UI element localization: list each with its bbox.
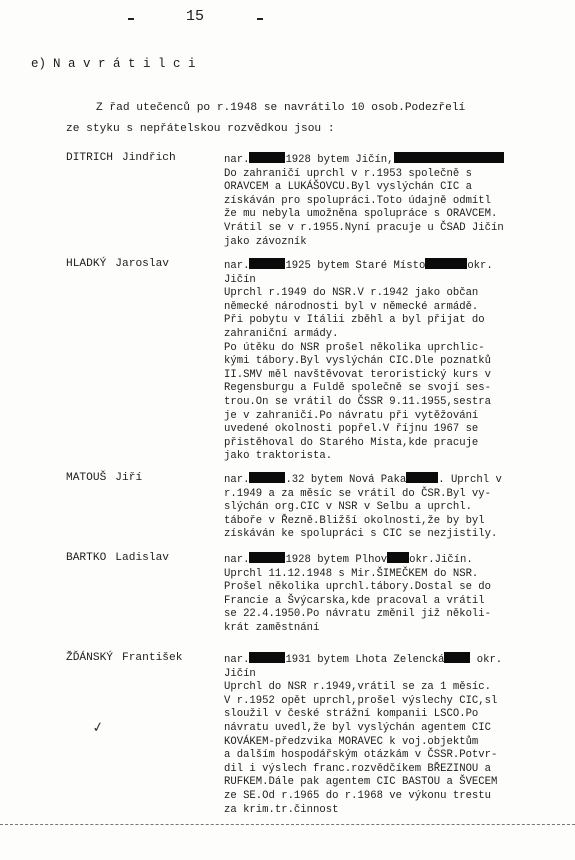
line-text: a dalším hospodářským otázkám v ČSSR.Potvr- (224, 749, 498, 762)
description-line (224, 258, 559, 274)
line-text: nar. (224, 654, 250, 666)
person-surname: ŽĎÁNSKÝ (66, 652, 113, 664)
description-line (224, 501, 559, 515)
description-line (224, 437, 559, 451)
intro-line: ze styku s nepřátelskou rozvědkou jsou : (66, 123, 335, 135)
line-text: že mu nebyla umožněna spolupráce s ORAVCEM. (224, 208, 498, 221)
line-text: přistěhoval do Starého Místa,kde pracuje (224, 436, 479, 449)
line-text: 1928 bytem Plhov (285, 554, 388, 566)
person-description (224, 152, 559, 249)
person-surname: BARTKO (66, 552, 107, 564)
description-line (224, 382, 559, 396)
section-title: Navrátilci (53, 57, 204, 71)
description-line (224, 274, 559, 288)
description-line (224, 695, 559, 709)
description-line (224, 528, 559, 542)
person-name (66, 472, 142, 484)
description-line (224, 552, 559, 568)
redaction-block (425, 258, 467, 269)
redaction-block (249, 472, 285, 483)
description-line (224, 410, 559, 424)
line-text: uvedené okolnosti popřel.V říjnu 1967 se (224, 423, 479, 436)
line-text: je v zahraničí.Po návratu při vytěžování (224, 409, 479, 422)
person-given-name: František (122, 652, 183, 664)
intro-line: Z řad utečenců po r.1948 se navrátilo 10 osob.Podezřelí (96, 102, 466, 114)
person-surname: HLADKÝ (66, 258, 107, 270)
description-line (224, 342, 559, 356)
description-line (224, 314, 559, 328)
description-line (224, 708, 559, 722)
line-text: okr. (467, 260, 493, 272)
person-surname: DITRICH (66, 152, 113, 164)
person-description (224, 652, 559, 817)
description-line (224, 423, 559, 437)
description-line (224, 236, 559, 250)
line-text: ze SE.Od r.1965 do r.1968 ve výkonu trestu (224, 789, 492, 802)
line-text: zahraniční armády. (224, 327, 339, 340)
line-text: okr.Jičín. (409, 554, 473, 566)
line-text: Regensburgu a Fuldě společně se svojí ses- (224, 382, 492, 395)
description-line (224, 515, 559, 529)
description-line (224, 749, 559, 763)
line-text: jako traktorista. (224, 450, 333, 463)
description-line (224, 790, 559, 804)
description-line (224, 622, 559, 636)
line-text: 1928 bytem Jičín, (285, 154, 394, 166)
line-text: nar. (224, 260, 250, 272)
line-text: Uprchl r.1949 do NSR.V r.1942 jako občan (224, 287, 479, 300)
redaction-block (249, 652, 285, 663)
description-line (224, 472, 559, 488)
description-line (224, 681, 559, 695)
line-text: sloužil v české strážní kompanii LSCO.Po (224, 708, 479, 721)
person-name (66, 258, 169, 270)
line-text: . Uprchl v (438, 474, 502, 486)
person-description (224, 472, 559, 542)
line-text: KOVÁKEM-předzvika MORAVEC k voj.objektům (224, 735, 479, 748)
line-text: Uprchl 11.12.1948 s Mir.ŠIMEČKEM do NSR. (224, 567, 479, 580)
description-line (224, 195, 559, 209)
description-line (224, 722, 559, 736)
line-text: 1931 bytem Lhota Zelencká (285, 654, 445, 666)
line-text: II.SMV měl navštěvovat teroristický kurs v (224, 368, 492, 381)
person-description (224, 258, 559, 464)
line-text: RUFKEM.Dále pak agentem CIC BASTOU a ŠVECEM (224, 776, 498, 789)
line-text: německé národnosti byl v německé armádě. (224, 300, 479, 313)
line-text: nar. (224, 554, 250, 566)
description-line (224, 208, 559, 222)
description-line (224, 328, 559, 342)
description-line (224, 776, 559, 790)
line-text: 1925 bytem Staré Místo (285, 260, 426, 272)
description-line (224, 763, 559, 777)
person-given-name: Jaroslav (115, 258, 170, 270)
line-text: nar. (224, 154, 250, 166)
description-line (224, 608, 559, 622)
line-text: Uprchl do NSR r.1949,vrátil se za 1 měsíc. (224, 681, 492, 694)
line-text: trou.On se vrátil do ČSSR 9.11.1955,sestra (224, 395, 492, 408)
line-text: Při pobytu v Itálii zběhl a byl přijat do (224, 314, 485, 327)
redaction-block (249, 552, 285, 563)
line-text: Prošel několika uprchl.tábory.Dostal se do (224, 581, 492, 594)
section-heading (31, 57, 203, 71)
redaction-block (387, 552, 409, 563)
redaction-block (444, 652, 470, 663)
redaction-block (394, 152, 504, 163)
person-given-name: Jindřich (122, 152, 176, 164)
page-number-dash-left (128, 18, 134, 20)
description-line (224, 488, 559, 502)
intro-paragraph (66, 98, 546, 140)
line-text: získáván ke spolupráci s CIC se nezjistily. (224, 528, 498, 541)
section-letter: e) (31, 57, 47, 71)
page-number-dash-right (257, 18, 263, 20)
line-text: jako závozník (224, 235, 307, 248)
description-line (224, 287, 559, 301)
person-given-name: Ladislav (115, 552, 170, 564)
description-line (224, 181, 559, 195)
page-bottom-rule (0, 824, 575, 825)
line-text: r.1949 a za měsíc se vrátil do ČSR.Byl vy- (224, 487, 492, 500)
description-line (224, 450, 559, 464)
description-line (224, 595, 559, 609)
line-text: návratu uvedl,že byl vyslýchán agentem CIC (224, 721, 492, 734)
line-text: slýchán org.CIC v NSR v Selbu a uprchl. (224, 501, 472, 514)
person-name (66, 552, 169, 564)
line-text: Do zahraničí uprchl v r.1953 společně s (224, 167, 472, 180)
description-line (224, 168, 559, 182)
line-text: Jičín (224, 667, 256, 680)
line-text: V r.1952 opět uprchl,prošel výslechy CIC,sl (224, 694, 498, 707)
description-line (224, 736, 559, 750)
person-name (66, 652, 182, 664)
line-text: krát zaměstnání (224, 621, 320, 634)
page-number: 15 (186, 8, 205, 25)
line-text: Vrátil se v r.1955.Nyní pracuje u ČSAD Jičín (224, 221, 504, 234)
redaction-block (249, 258, 285, 269)
line-text: se 22.4.1950.Po návratu změnil již několi- (224, 608, 492, 621)
person-description (224, 552, 559, 636)
description-line (224, 804, 559, 818)
description-line (224, 355, 559, 369)
description-line (224, 581, 559, 595)
handwritten-check-mark: ✓ (91, 718, 105, 738)
line-text: táboře v Řezně.Bližší okolnosti,že by byl (224, 514, 485, 527)
line-text: za krim.tr.činnost (224, 803, 339, 816)
description-line (224, 568, 559, 582)
line-text: získáván pro spolupráci.Toto údajně odmítl (224, 194, 492, 207)
description-line (224, 152, 559, 168)
redaction-block (249, 152, 285, 163)
page-number-row (0, 8, 575, 30)
line-text: okr. (470, 654, 503, 666)
person-surname: MATOUŠ (66, 472, 107, 484)
person-given-name: Jiří (115, 472, 143, 484)
line-text: ORAVCEM a LUKÁŠOVCU.Byl vyslýchán CIC a (224, 181, 472, 194)
line-text: nar. (224, 474, 250, 486)
line-text: Jičín (224, 273, 256, 286)
line-text: Po útěku do NSR prošel několika uprchlic- (224, 341, 485, 354)
description-line (224, 301, 559, 315)
person-name (66, 152, 176, 164)
line-text: kými tábory.Byl vyslýchán CIC.Dle poznatků (224, 355, 492, 368)
description-line (224, 668, 559, 682)
line-text: .32 bytem Nová Paka (285, 474, 407, 486)
line-text: dil i výslech franc.rozvědčíkem BŘEZINOU a (224, 762, 492, 775)
description-line (224, 369, 559, 383)
description-line (224, 222, 559, 236)
line-text: Francie a Švýcarska,kde pracoval a vrátil (224, 594, 485, 607)
redaction-block (406, 472, 438, 483)
description-line (224, 652, 559, 668)
description-line (224, 396, 559, 410)
